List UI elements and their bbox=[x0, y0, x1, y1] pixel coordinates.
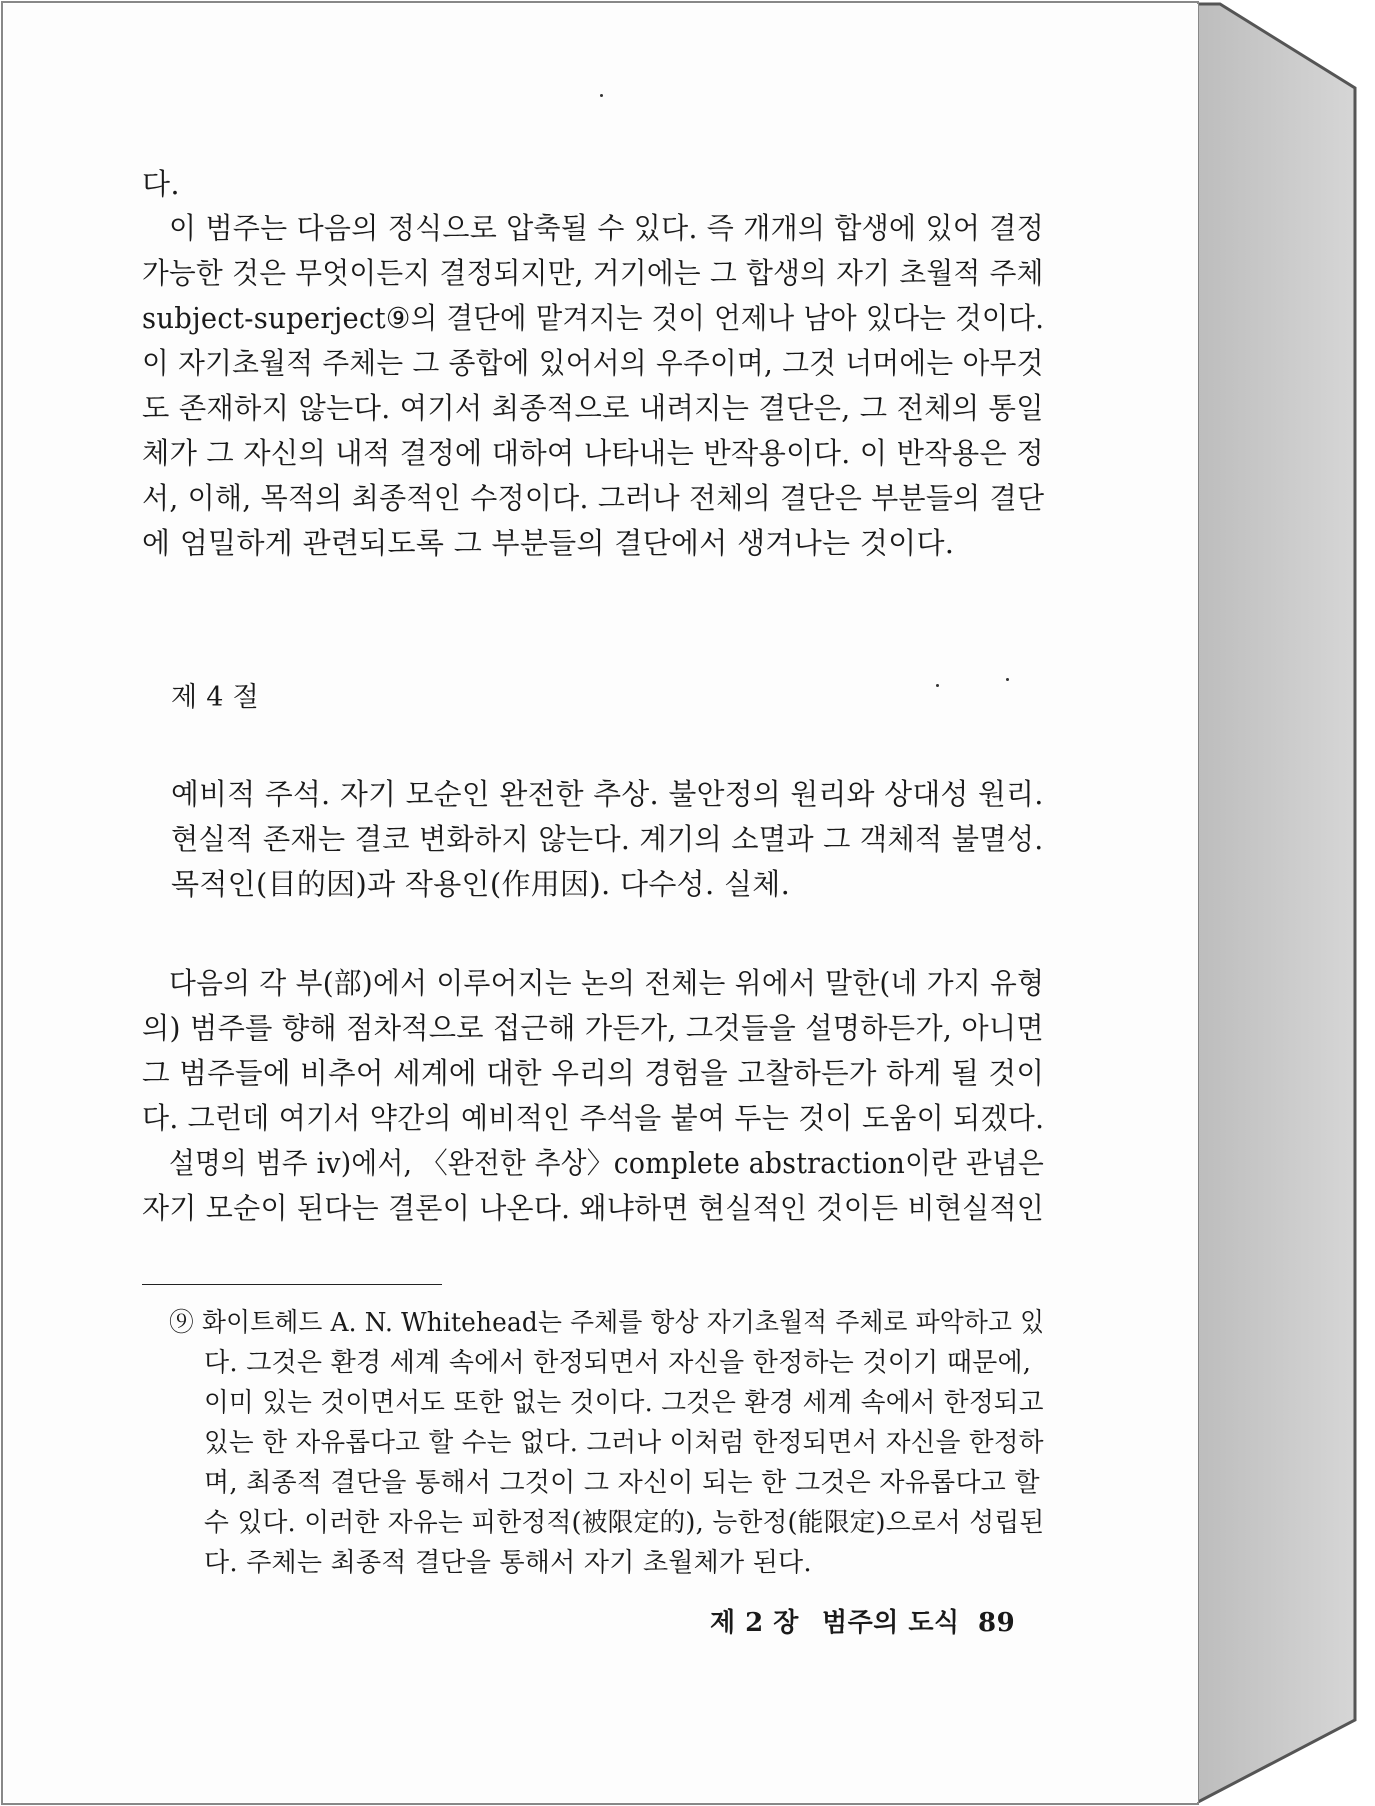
main-text-line: 서, 이해, 목적의 최종적인 수정이다. 그러나 전체의 결단은 부분들의 결단 bbox=[142, 481, 1045, 515]
document-page bbox=[4, 4, 1198, 1802]
footer-chapter: 제 2 장 bbox=[710, 1608, 799, 1638]
main-text-line: subject-superject⑨의 결단에 맡겨지는 것이 언제나 남아 있다는 것이다. bbox=[142, 301, 1045, 335]
main-text-line: 체가 그 자신의 내적 결정에 대하여 나타내는 반작용이다. 이 반작용은 정 bbox=[142, 436, 1044, 470]
footnote-line: 수 있다. 이러한 자유는 피한정적(被限定的), 능한정(能限定)으로서 성립된 bbox=[204, 1508, 1045, 1538]
summary-line: 현실적 존재는 결코 변화하지 않는다. 계기의 소멸과 그 객체적 불멸성. bbox=[171, 822, 1044, 856]
body-text-line: 자기 모순이 된다는 결론이 나온다. 왜냐하면 현실적인 것이든 비현실적인 bbox=[142, 1191, 1045, 1225]
main-text-line: 이 자기초월적 주체는 그 종합에 있어서의 우주이며, 그것 너머에는 아무것 bbox=[142, 346, 1044, 380]
body-text-line: 의) 범주를 향해 점차적으로 접근해 가든가, 그것들을 설명하든가, 아니면 bbox=[142, 1011, 1044, 1045]
footnote-rule bbox=[142, 1284, 442, 1285]
body-text-line: 다. 그런데 여기서 약간의 예비적인 주석을 붙여 두는 것이 도움이 되겠다. bbox=[142, 1101, 1045, 1135]
footnote-line: 있는 한 자유롭다고 할 수는 없다. 그러나 이처럼 한정되면서 자신을 한정하 bbox=[204, 1428, 1044, 1458]
print-speck bbox=[936, 684, 939, 687]
footnote-line: ⑨ 화이트헤드 A. N. Whitehead는 주체를 항상 자기초월적 주체로 파악하고 있 bbox=[169, 1308, 1045, 1338]
main-text-line: 이 범주는 다음의 정식으로 압축될 수 있다. 즉 개개의 합생에 있어 결정 bbox=[169, 211, 1044, 245]
footnote-line: 다. 주체는 최종적 결단을 통해서 자기 초월체가 된다. bbox=[204, 1548, 812, 1578]
print-speck bbox=[1006, 678, 1009, 681]
footnote-line: 며, 최종적 결단을 통해서 그것이 그 자신이 되는 한 그것은 자유롭다고 할 bbox=[204, 1468, 1040, 1498]
body-text-line: 다음의 각 부(部)에서 이루어지는 논의 전체는 위에서 말한(네 가지 유형 bbox=[169, 966, 1045, 1000]
body-text-line: 그 범주들에 비추어 세계에 대한 우리의 경험을 고찰하든가 하게 될 것이 bbox=[142, 1056, 1045, 1090]
page-number: 89 bbox=[978, 1608, 1016, 1638]
main-text-line: 다. bbox=[142, 167, 180, 201]
main-text-line: 가능한 것은 무엇이든지 결정되지만, 거기에는 그 합생의 자기 초월적 주체 bbox=[142, 256, 1044, 290]
footnote-line: 이미 있는 것이면서도 또한 없는 것이다. 그것은 환경 세계 속에서 한정되고 bbox=[204, 1388, 1044, 1418]
summary-line: 예비적 주석. 자기 모순인 완전한 추상. 불안정의 원리와 상대성 원리. bbox=[171, 777, 1044, 811]
body-text-line: 설명의 범주 iv)에서, 〈완전한 추상〉complete abstraction이란 관념은 bbox=[169, 1146, 1044, 1180]
footnote-line: 다. 그것은 환경 세계 속에서 한정되면서 자신을 한정하는 것이기 때문에, bbox=[204, 1348, 1032, 1378]
main-text-line: 에 엄밀하게 관련되도록 그 부분들의 결단에서 생겨나는 것이다. bbox=[142, 526, 955, 560]
section-heading: 제 4 절 bbox=[171, 682, 260, 713]
main-text-line: 도 존재하지 않는다. 여기서 최종적으로 내려지는 결단은, 그 전체의 통일 bbox=[142, 391, 1044, 425]
print-speck bbox=[600, 94, 603, 97]
summary-line: 목적인(目的因)과 작용인(作用因). 다수성. 실체. bbox=[171, 867, 791, 901]
footer-title: 범주의 도식 bbox=[822, 1608, 960, 1638]
